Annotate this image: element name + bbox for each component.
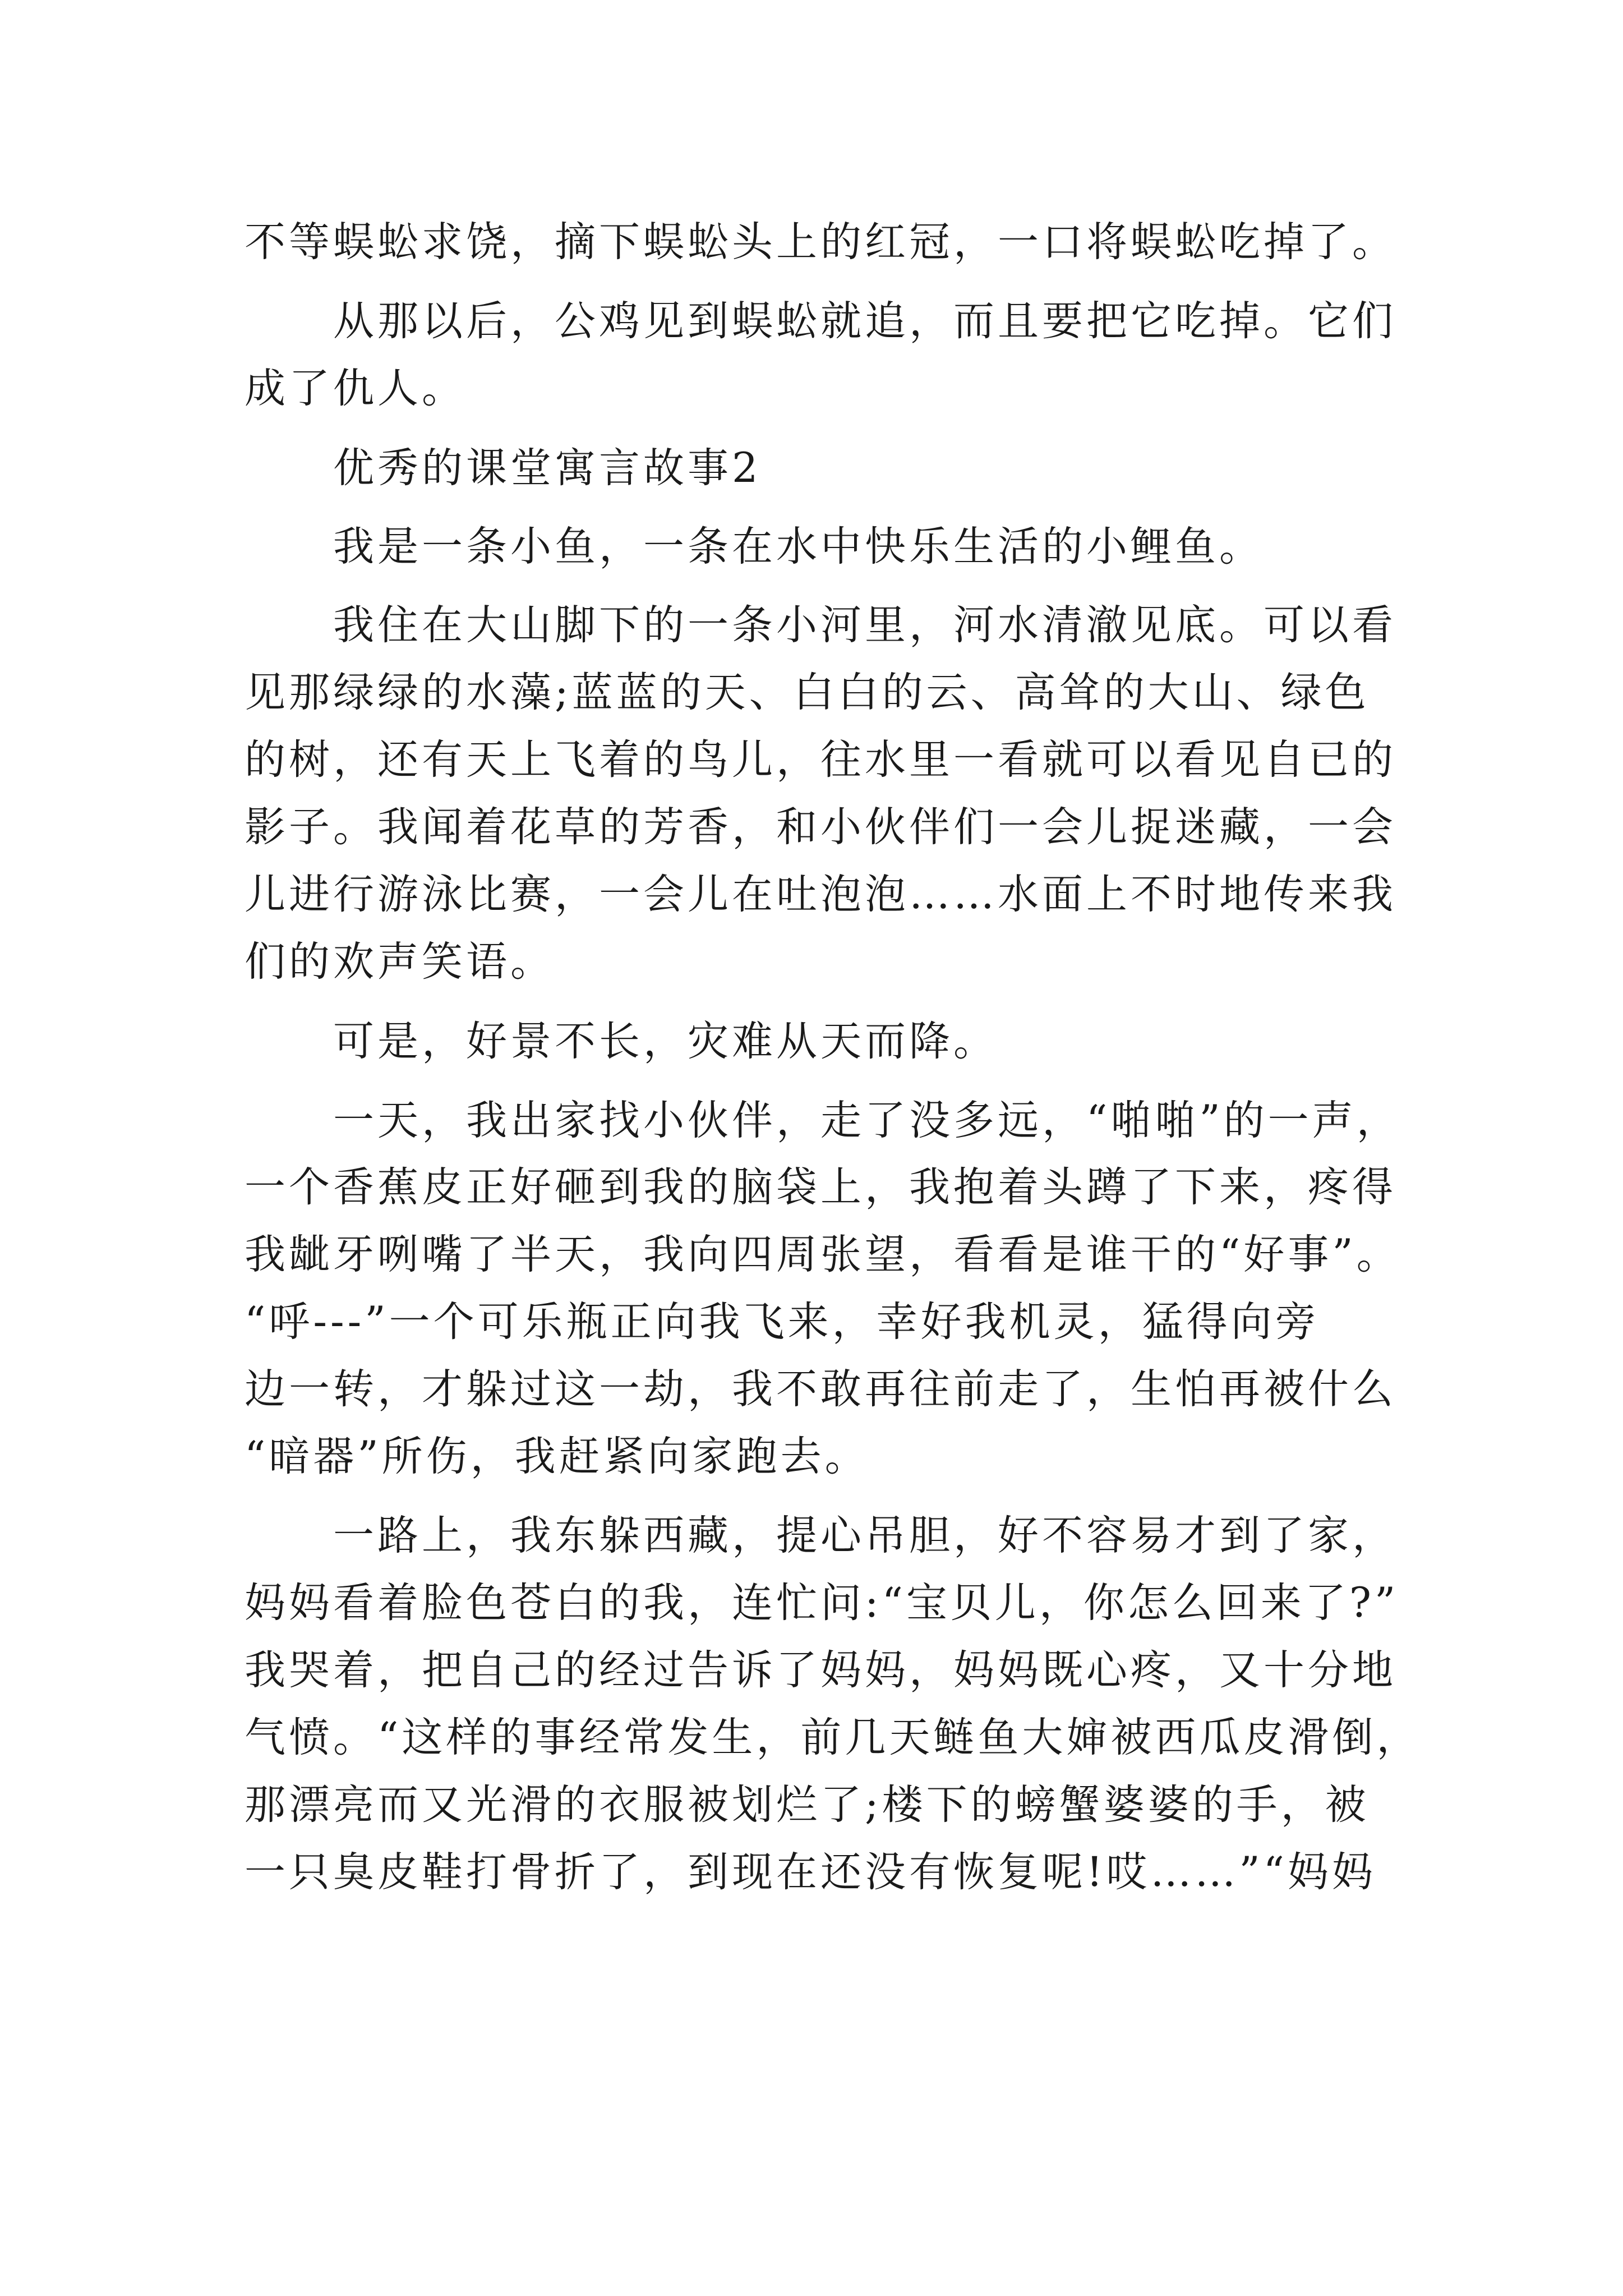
text-line: 我住在大山脚下的一条小河里，河水清澈见底。可以看 [245,601,1396,649]
text-line: 们的欢声笑语。 [245,938,555,986]
text-line: 我是一条小鱼，一条在水中快乐生活的小鲤鱼。 [245,523,1264,570]
text-line: 儿进行游泳比赛，一会儿在吐泡泡……水面上不时地传来我 [245,871,1396,918]
text-line: 一路上，我东躲西藏，提心吊胆，好不容易才到了家， [245,1512,1396,1559]
text-line: 不等蜈蚣求饶，摘下蜈蚣头上的红冠，一口将蜈蚣吃掉了。 [245,218,1396,266]
text-line: 成了仇人。 [245,365,466,412]
text-line: 一天，我出家找小伙伴，走了没多远，“啪啪”的一声， [245,1097,1401,1144]
text-line: 一个香蕉皮正好砸到我的脑袋上，我抱着头蹲了下来，疼得 [245,1163,1396,1211]
text-line: 气愤。“这样的事经常发生，前几天鲢鱼大婶被西瓜皮滑倒， [245,1714,1421,1761]
text-line: 从那以后，公鸡见到蜈蚣就追，而且要把它吃掉。它们 [245,297,1396,345]
text-line: 我龇牙咧嘴了半天，我向四周张望，看看是谁干的“好事”。 [245,1231,1401,1278]
text-line: “暗器”所伤，我赶紧向家跑去。 [245,1433,869,1480]
text-line: 那漂亮而又光滑的衣服被划烂了;楼下的螃蟹婆婆的手，被 [245,1781,1370,1829]
text-line: 可是，好景不长，灾难从天而降。 [245,1018,998,1065]
text-line: 妈妈看着脸色苍白的我，连忙问:“宝贝儿，你怎么回来了?” [245,1579,1399,1627]
text-line: “呼---”一个可乐瓶正向我飞来，幸好我机灵，猛得向旁 [245,1298,1320,1346]
text-line: 我哭着，把自己的经过告诉了妈妈，妈妈既心疼，又十分地 [245,1646,1396,1694]
text-line: 边一转，才躲过这一劫，我不敢再往前走了，生怕再被什么 [245,1365,1396,1413]
text-line: 影子。我闻着花草的芳香，和小伙伴们一会儿捉迷藏，一会 [245,803,1396,851]
section-heading: 优秀的课堂寓言故事2 [245,444,762,492]
text-line: 一只臭皮鞋打骨折了，到现在还没有恢复呢!哎……”“妈妈 [245,1848,1376,1896]
text-line: 见那绿绿的水藻;蓝蓝的天、白白的云、高耸的大山、绿色 [245,669,1370,716]
text-line: 的树，还有天上飞着的鸟儿，往水里一看就可以看见自已的 [245,736,1396,784]
